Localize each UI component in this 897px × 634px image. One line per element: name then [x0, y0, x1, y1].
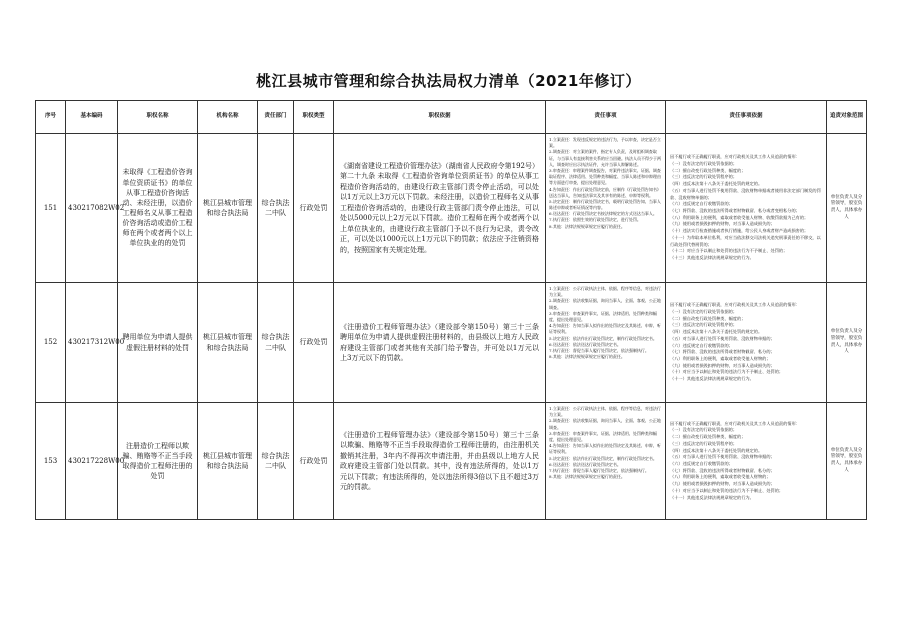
list-line: 2.调查责任：对立案的案件，指定专人负责，及时组织调查取证，与当事人有直接利害关系的应当回避。执法人员不得少于两人，调查时应出示执法证件，允许当事人辩解陈述。 [549, 149, 661, 167]
list-line: （十一）其他违反法律法规规章规定的行为。 [670, 494, 754, 500]
list-line: （七）将罚款、没收的违法所得或者财物截留、私分或者变相私分的； [670, 208, 800, 213]
list-line: （二）擅自改变行政处罚种类、幅度的； [670, 315, 746, 321]
list-line: 1.立案责任：公示行政执法主体、依据、程序等信息，对违法行为立案。 [549, 286, 661, 298]
row-basis: 《湖南省建设工程造价管理办法》（湖南省人民政府令第192号）第二十九条 未取得《工程造价咨询单位资质证书》的单位从事工程造价咨询活动的，由建设行政主管部门责令停止活动，可以处以1万元以上3万元以下罚款。未经注册，以造价工程师名义从事工程造价咨询活动的，由建设行政主管部门责令停止违法，可以处以5000元以上2万元以下罚款。造价工程师在两个或者两个以上单位执业的，由建设行政主管部门予以不良行为记录，责令改正，可以处以1000元以上1万元以下的罚款；依法应予注销资格的，按照国家有关规定处理。 [334, 134, 546, 283]
list-line: 因不履行或不正确履行职责，应对行政机关及其工作人员追责的情形： [670, 420, 800, 426]
row-duty [546, 134, 666, 283]
list-line: （十）违法实行检查措施或者执行措施，给公民人身或者财产造成损害的； [670, 228, 809, 234]
row-dept: 综合执法二中队 [258, 403, 294, 520]
list-line: （十）对应当予以制止和处罚的违法行为不予制止、处罚的； [670, 369, 784, 375]
list-line: （二）擅自改变行政处罚种类、幅度的； [670, 434, 746, 440]
list-line: 3.审查责任：审查案件事实、证据、法律适用、处罚种类和幅度，提出处理意见。 [549, 310, 657, 322]
list-line: （三）违反法定的行政处罚程序的； [670, 174, 738, 180]
list-line: （十一）为牟取本单位私利，对应当依法移交司法机关追究刑事责任的不移交，以行政处罚代替刑罚的； [670, 234, 821, 247]
row-dept: 综合执法二中队 [258, 283, 294, 403]
list-line: 5.决定责任：依法作出行政处罚决定，制作行政处罚决定书。 [549, 335, 657, 341]
list-line: （十三）其他违反法律法规规章规定的行为。 [670, 255, 754, 261]
list-line: 因不履行或不正确履行职责，应对行政机关及其工作人员追责的情形： [670, 302, 800, 308]
list-line: （八）利用职务上的便利，索取或者收受他人财物、收缴罚款据为己有的； [670, 214, 809, 220]
list-line: （九）使用或者损毁扣押的财物，对当事人造成损失的； [670, 221, 775, 227]
list-line: （四）违反本法第十八条关于委托处罚的规定的。 [670, 447, 763, 453]
list-line: 5.决定责任：制作行政处罚决定书，载明行政处罚告知、当事人陈述申辩或者听证情况等内容。 [549, 198, 661, 211]
list-line: （五）对当事人进行处罚不使用罚款、没收财物单据的； [670, 335, 775, 341]
list-line: 1.立案责任：发现违反规定的违法行为，予以审查，决定是否立案。 [549, 137, 661, 149]
row-basis: 《注册造价工程师管理办法》（建设部令第150号）第三十三条 聘用单位为申请人提供虚假注册材料的，由县级以上地方人民政府建设主管部门或者其他有关部门给予警告，并可处以1万元以上3万元以下的罚款。 [334, 283, 546, 403]
list-line: （三）违反法定的行政处罚程序的； [670, 440, 738, 446]
header-type: 职权类型 [294, 101, 334, 134]
list-line: 4.告知责任：告知当事人拟作出的处罚决定及其陈述、申辩、听证等权利。 [549, 443, 661, 455]
row-duty-basis [666, 403, 827, 520]
list-line: （八）利用职务上的便利，索取或者收受他人财物的； [670, 355, 771, 361]
table-row [36, 134, 867, 283]
header-basis: 职权依据 [334, 101, 546, 134]
list-line: 因不履行或不正确履行职责，应对行政机关及其工作人员追责的情形： [670, 154, 800, 160]
row-power-name: 未取得《工程造价咨询单位资质证书》的单位从事工程造价咨询活动、未经注册，以造价工程师名义从事工程造价咨询活动或造价工程师在两个或者两个以上单位执业的的处罚 [118, 134, 198, 283]
list-line: 2.调查责任：依法收集证据，询问当事人，全面、客观、公正地调查。 [549, 298, 661, 310]
list-line: （十二）对应当予以制止和处罚的违法行为不予制止、处罚的； [670, 248, 788, 254]
list-line: （九）使用或者损毁扣押的财物，对当事人造成损失的； [670, 362, 775, 368]
list-line: 4.告知责任：作出行政处罚决定前，应制作《行政处罚告知书》送达当事人，告知违法事实及其享有的陈述、申辩等权利。 [549, 186, 661, 198]
list-line: （九）使用或者损毁扣押的财物，对当事人造成损失的； [670, 481, 775, 487]
list-line: （八）利用职务上的便利，索取或者收受他人财物的； [670, 474, 771, 480]
row-dept: 综合执法二中队 [258, 134, 294, 283]
list-line: 3.审查责任：审理案件调查报告，对案件违法事实、证据、调查取证程序、法律适用、处罚种类和幅度、当事人陈述和申辩理由等方面进行审查，提出处理意见。 [549, 167, 661, 186]
list-line: 4.告知责任：告知当事人拟作出的处罚决定及其陈述、申辩、听证等权利。 [549, 323, 661, 335]
row-duty-basis [666, 283, 827, 403]
table-row [36, 283, 867, 403]
row-seq: 151 [36, 134, 66, 283]
list-line: （五）对当事人进行处罚不使用罚款、没收财物单据的； [670, 454, 775, 460]
list-line: （七）将罚款、没收的违法所得或者财物截留、私分的； [670, 349, 775, 355]
header-dept: 责任部门 [258, 101, 294, 134]
list-line: （七）将罚款、没收的违法所得或者财物截留、私分的； [670, 467, 775, 473]
list-line: （六）违反规定自行收缴罚款的； [670, 342, 733, 348]
header-name: 职权名称 [118, 101, 198, 134]
row-object: 单位负责人及分管领导，股室负责人，具体承办人 [827, 283, 867, 403]
header-code: 基本编码 [66, 101, 118, 134]
list-line: 8.其他：法律法规规章规定应履行的责任。 [549, 354, 625, 360]
list-line: （一）没有法定的行政处罚依据的； [670, 308, 738, 314]
header-object: 追责对象范围 [827, 101, 867, 134]
list-line: （一）没有法定的行政处罚依据的； [670, 427, 738, 433]
header-org: 机构名称 [198, 101, 258, 134]
list-line: （六）违反规定自行收缴罚款的； [670, 461, 733, 466]
list-line: （十一）其他违反法律法规规章规定的行为。 [670, 376, 754, 382]
list-line: 8.其他：法律法规规章规定应履行的责任。 [549, 223, 625, 229]
list-line: （二）擅自改变行政处罚种类、幅度的； [670, 167, 746, 173]
list-line: 3.审查责任：审查案件事实、证据、法律适用、处罚种类和幅度，提出处理意见。 [549, 430, 657, 442]
list-line: （六）违反规定自行收缴罚款的； [670, 201, 733, 207]
row-type: 行政处罚 [294, 134, 334, 283]
list-line: 5.决定责任：依法作出行政处罚决定，制作行政处罚决定书。 [549, 455, 657, 461]
list-line: （十）对应当予以制止和处罚的违法行为不予制止、处罚的； [670, 487, 784, 493]
row-code: 430217228W00 [66, 403, 118, 520]
list-line: 2.调查责任：依法收集证据，询问当事人，全面、客观、公正地调查。 [549, 418, 661, 430]
table-row [36, 403, 867, 520]
list-line: 1.立案责任：公示行政执法主体、依据、程序等信息，对违法行为立案。 [549, 406, 661, 418]
row-type: 行政处罚 [294, 283, 334, 403]
row-seq: 152 [36, 283, 66, 403]
list-line: 7.执行责任：依照生效的行政处罚决定，进行处罚。 [549, 217, 641, 223]
row-duty [546, 283, 666, 403]
list-line: 7.执行责任：督促当事人履行处罚决定，依法强制执行。 [549, 347, 649, 353]
list-line: 7.执行责任：督促当事人履行处罚决定，依法强制执行。 [549, 467, 649, 473]
header-duty-basis: 责任事项依据 [666, 101, 827, 134]
header-duty: 责任事项 [546, 101, 666, 134]
table-header-row [36, 101, 867, 134]
row-code: 430217312W00 [66, 283, 118, 403]
row-seq: 153 [36, 403, 66, 520]
list-line: 6.送达责任：依法送达行政处罚决定书。 [549, 461, 621, 467]
row-power-name: 注册造价工程师以欺骗、贿赂等不正当手段取得造价工程师注册的处罚 [118, 403, 198, 520]
list-line: （一）没有法定的行政处罚依据的； [670, 160, 738, 166]
row-duty-basis [666, 134, 827, 283]
row-object: 单位负责人及分管领导，股室负责人，具体承办人 [827, 134, 867, 283]
list-line: （四）违反本法第十八条关于委托处罚的规定的。 [670, 329, 763, 335]
row-basis: 《注册造价工程师管理办法》（建设部令第150号）第三十三条 以欺骗、贿赂等不正当手段取得造价工程师注册的，由注册机关撤销其注册，3年内不得再次申请注册，并由县级以上地方人民政府建设主管部门处以罚款。其中，没有违法所得的，处以1万元以下罚款；有违法所得的，处以违法所得3倍以下且不超过3万元的罚款。 [334, 403, 546, 520]
row-org: 桃江县城市管理和综合执法局 [198, 134, 258, 283]
list-line: 6.送达责任：依法送达行政处罚决定书。 [549, 341, 621, 347]
row-code: 430217082W02 [66, 134, 118, 283]
list-line: （三）违反法定的行政处罚程序的； [670, 322, 738, 328]
row-org: 桃江县城市管理和综合执法局 [198, 283, 258, 403]
list-line: 8.其他：法律法规规章规定应履行的责任。 [549, 474, 625, 480]
power-list-table [35, 100, 867, 520]
list-line: 6.送达责任：行政处罚决定书按法律规定的方式送达当事人。 [549, 211, 657, 217]
list-line: （五）对当事人进行处罚不使用罚款、没收财物单据或者使用非法定部门制发的罚款、没收财物单据的； [670, 187, 821, 200]
row-power-name: 聘用单位为申请人提供虚假注册材料的处罚 [118, 283, 198, 403]
row-org: 桃江县城市管理和综合执法局 [198, 403, 258, 520]
row-duty [546, 403, 666, 520]
list-line: （四）违反本法第十八条关于委托处罚的规定的。 [670, 181, 763, 187]
row-object: 单位负责人及分管领导，股室负责人，具体承办人 [827, 403, 867, 520]
header-seq: 序号 [36, 101, 66, 134]
row-type: 行政处罚 [294, 403, 334, 520]
page-title: 桃江县城市管理和综合执法局权力清单（2021年修订） [256, 72, 641, 90]
